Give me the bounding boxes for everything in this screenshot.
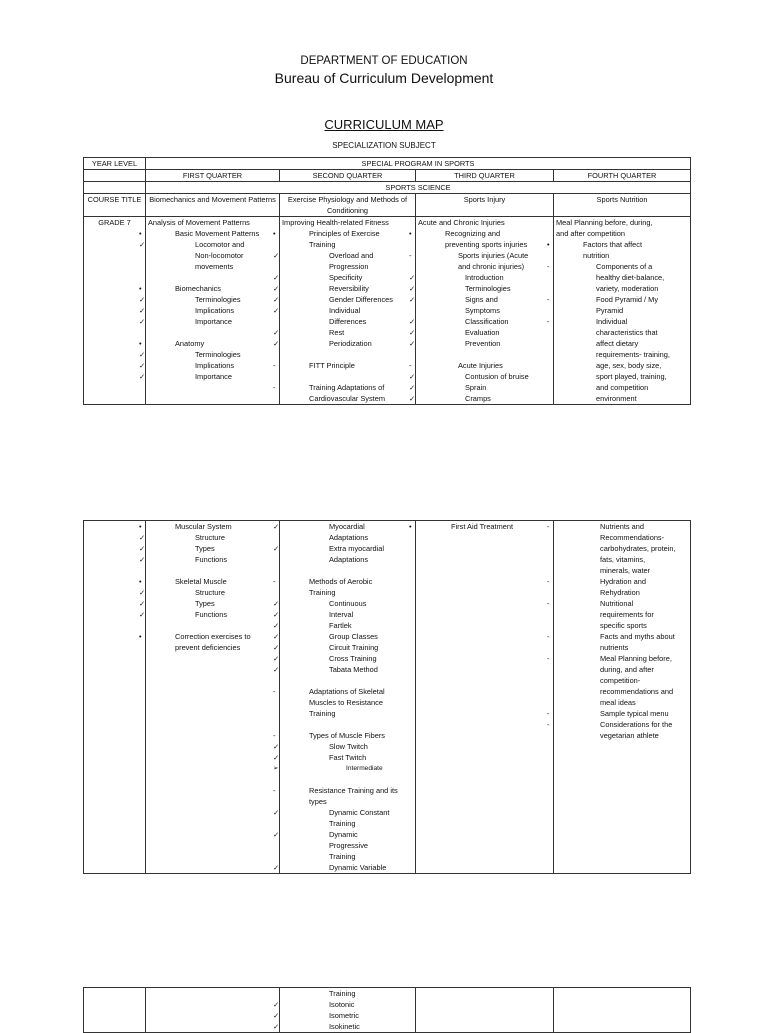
list-item: • Basic Movement Patterns xyxy=(139,229,260,238)
strand-name: SPORTS SCIENCE xyxy=(146,182,691,194)
list-item: ✓ Signs and xyxy=(409,295,498,304)
list-item: ✓ Classification xyxy=(409,317,509,326)
check-icon: ✓ xyxy=(273,1022,280,1031)
dash-icon: - xyxy=(273,786,276,795)
bullet-icon: • xyxy=(139,284,142,293)
list-item: ✓ Rest xyxy=(273,328,345,337)
dash-icon: - xyxy=(547,720,550,729)
grade-row xyxy=(84,217,691,405)
bullet-icon: • xyxy=(139,632,142,641)
bullet-icon: • xyxy=(139,229,142,238)
bullet-icon: • xyxy=(139,522,142,531)
check-icon: ✓ xyxy=(273,830,280,839)
list-item-continuation: nutrition xyxy=(583,251,610,260)
dash-icon: - xyxy=(547,522,550,531)
check-icon: ✓ xyxy=(409,394,416,403)
dash-icon: - xyxy=(547,709,550,718)
dash-icon: - xyxy=(547,654,550,663)
list-item-continuation: Training xyxy=(329,989,356,998)
content-q2 xyxy=(273,521,416,874)
list-item: ➢ Intermediate xyxy=(273,765,383,772)
list-item: ✓ Terminologies xyxy=(139,350,241,359)
list-item-continuation: Training xyxy=(329,852,356,861)
check-icon: ✓ xyxy=(273,621,280,630)
check-icon: ✓ xyxy=(409,273,416,282)
list-item: ✓ Isotonic xyxy=(273,1000,355,1009)
list-item: - Adaptations of Skeletal xyxy=(273,687,385,696)
program-row xyxy=(84,158,691,170)
list-item: ✓ Sprain xyxy=(409,383,487,392)
list-item-continuation: types xyxy=(309,797,327,806)
check-icon: ✓ xyxy=(409,284,416,293)
list-item: ✓ Terminologies xyxy=(139,295,241,304)
q3-title: Acute and Chronic Injuries xyxy=(418,218,505,227)
list-item-continuation: healthy diet-balance, xyxy=(596,273,665,282)
list-item-continuation: Training xyxy=(309,709,336,718)
list-item-continuation: fats, vitamins, xyxy=(600,555,646,564)
curriculum-table-part-3 xyxy=(83,987,691,1033)
empty-cell xyxy=(84,170,146,182)
list-item: ✓ Gender Differences xyxy=(273,295,393,304)
check-icon: ✓ xyxy=(273,522,280,531)
list-item-continuation: Non-locomotor xyxy=(195,251,244,260)
check-icon: ✓ xyxy=(273,306,280,315)
list-item: ✓ Dynamic Constant xyxy=(273,808,390,817)
check-icon: ✓ xyxy=(139,295,146,304)
list-item: ✓ Myocardial xyxy=(273,522,365,531)
list-item-continuation: environment xyxy=(596,394,637,403)
dash-icon: - xyxy=(409,361,412,370)
quarter-3-header: THIRD QUARTER xyxy=(416,170,554,182)
list-item: ✓ Structure xyxy=(139,588,225,597)
list-item-continuation: carbohydrates, protein, xyxy=(600,544,676,553)
list-item-continuation: requirements for xyxy=(600,610,654,619)
list-item: - Facts and myths about xyxy=(547,632,675,641)
content-q4 xyxy=(554,988,691,1033)
department-title: DEPARTMENT OF EDUCATION xyxy=(300,55,468,67)
list-item-continuation: Pyramid xyxy=(596,306,624,315)
check-icon: ✓ xyxy=(139,306,146,315)
list-item-continuation: Recommendations- xyxy=(600,533,665,542)
list-item: ✓ Fartlek xyxy=(273,621,352,630)
list-item: ✓ Overload and xyxy=(273,251,374,260)
check-icon: ✓ xyxy=(139,610,146,619)
list-item: ✓ Evaluation xyxy=(409,328,500,337)
list-item: ✓ Dynamic Variable xyxy=(273,863,387,872)
list-item: ✓ Tabata Method xyxy=(273,665,378,674)
list-item: ✓ Types xyxy=(139,599,215,608)
list-item: • Anatomy xyxy=(139,339,205,348)
check-icon: ✓ xyxy=(273,753,280,762)
continuation-row xyxy=(84,988,691,1033)
check-icon: ✓ xyxy=(273,610,280,619)
content-q3 xyxy=(416,988,554,1033)
bullet-icon: • xyxy=(139,339,142,348)
list-item-continuation: minerals, water xyxy=(600,566,651,575)
list-item: - Resistance Training and its xyxy=(273,786,398,795)
content-q4 xyxy=(547,217,691,405)
check-icon: ✓ xyxy=(139,240,146,249)
quarter-row xyxy=(84,170,691,182)
list-item-continuation: sport played, training, xyxy=(596,372,667,381)
check-icon: ✓ xyxy=(273,742,280,751)
list-item: - Training Adaptations of xyxy=(273,383,385,392)
check-icon: ✓ xyxy=(273,632,280,641)
list-item: ✓ Isokinetic xyxy=(273,1022,360,1031)
list-item: • Skeletal Muscle xyxy=(139,577,227,586)
check-icon: ✓ xyxy=(273,665,280,674)
dash-icon: - xyxy=(273,687,276,696)
curriculum-table-part-1 xyxy=(83,157,691,405)
content-q4 xyxy=(547,521,691,874)
list-item: - Individual xyxy=(547,317,628,326)
content-q1 xyxy=(146,988,280,1033)
list-item: ✓ Specificity xyxy=(273,273,363,282)
check-icon: ✓ xyxy=(139,533,146,542)
check-icon: ✓ xyxy=(139,372,146,381)
list-item-continuation: age, sex, body size, xyxy=(596,361,662,370)
check-icon: ✓ xyxy=(409,339,416,348)
dash-icon: - xyxy=(409,251,412,260)
check-icon: ✓ xyxy=(409,372,416,381)
bullet-icon: • xyxy=(409,522,412,531)
course-title-q3: Sports Injury xyxy=(416,194,554,217)
list-item: ✓ Types xyxy=(139,544,215,553)
course-title-row xyxy=(84,194,691,217)
list-item-continuation: specific sports xyxy=(600,621,647,630)
check-icon: ✓ xyxy=(139,350,146,359)
list-item: ✓ Extra myocardial xyxy=(273,544,385,553)
dash-icon: - xyxy=(547,295,550,304)
dash-icon: - xyxy=(273,731,276,740)
list-item-continuation: Rehydration xyxy=(600,588,640,597)
list-item: ✓ Locomotor and xyxy=(139,240,245,249)
list-item: ✓ Implications xyxy=(139,361,235,370)
list-item-continuation: recommendations and xyxy=(600,687,674,696)
list-item: ✓ Isometric xyxy=(273,1011,359,1020)
course-title-q1: Biomechanics and Movement Patterns xyxy=(146,194,280,217)
list-item: ✓ Importance xyxy=(139,317,232,326)
content-q1 xyxy=(139,521,280,874)
q4-title-line-1: Meal Planning before, during, xyxy=(556,218,653,227)
dash-icon: - xyxy=(547,317,550,326)
list-item-continuation: meal ideas xyxy=(600,698,636,707)
year-level-label: YEAR LEVEL xyxy=(84,158,146,170)
list-item-continuation: and competition xyxy=(596,383,649,392)
bureau-title: Bureau of Curriculum Development xyxy=(274,70,494,86)
list-item: - Acute Injuries xyxy=(409,361,503,370)
curriculum-map-title: CURRICULUM MAP xyxy=(324,117,444,132)
list-item-continuation: Training xyxy=(329,819,356,828)
continuation-row xyxy=(84,521,691,874)
q4-title-line-2: and after competition xyxy=(556,229,626,238)
check-icon: ✓ xyxy=(273,339,280,348)
list-item: • First Aid Treatment xyxy=(409,522,514,531)
check-icon: ✓ xyxy=(273,643,280,652)
list-item-continuation: Training xyxy=(309,240,336,249)
list-item: - Nutritional xyxy=(547,599,634,608)
check-icon: ✓ xyxy=(273,328,280,337)
bullet-icon: • xyxy=(139,577,142,586)
check-icon: ✓ xyxy=(273,273,280,282)
check-icon: ✓ xyxy=(409,317,416,326)
check-icon: ✓ xyxy=(273,599,280,608)
list-item: • Biomechanics xyxy=(139,284,222,293)
list-item: ✓ Structure xyxy=(139,533,225,542)
list-item-continuation: Muscles to Resistance xyxy=(309,698,383,707)
check-icon: ✓ xyxy=(409,383,416,392)
list-item: • Principles of Exercise xyxy=(273,229,380,238)
course-title-q2: Exercise Physiology and Methods of Conditioning xyxy=(280,194,416,217)
list-item-continuation: Progression xyxy=(329,262,369,271)
list-item: - FITT Principle xyxy=(273,361,355,370)
list-item: • Factors that affect xyxy=(547,240,643,249)
list-item: - Food Pyramid / My xyxy=(547,295,659,304)
list-item: - Methods of Aerobic xyxy=(273,577,373,586)
empty-cell xyxy=(84,182,146,194)
content-q2 xyxy=(273,988,416,1033)
grade-label: GRADE 7 xyxy=(84,217,146,405)
list-item: ✓ Terminologies xyxy=(409,284,511,293)
strand-row xyxy=(84,182,691,194)
check-icon: ✓ xyxy=(273,654,280,663)
list-item: ✓ Cramps xyxy=(409,394,491,403)
content-q3 xyxy=(409,217,554,405)
empty-cell xyxy=(84,521,146,874)
list-item-continuation: competition- xyxy=(600,676,641,685)
list-item-continuation: Adaptations xyxy=(329,555,369,564)
list-item: ✓ Group Classes xyxy=(273,632,378,641)
dash-icon: - xyxy=(273,577,276,586)
list-item-continuation: Adaptations xyxy=(329,533,369,542)
check-icon: ✓ xyxy=(273,251,280,260)
list-item: ✓ Functions xyxy=(139,555,228,564)
check-icon: ✓ xyxy=(139,317,146,326)
list-item-continuation: prevent deficiencies xyxy=(175,643,241,652)
list-item-continuation: vegetarian athlete xyxy=(600,731,659,740)
list-item-continuation: movements xyxy=(195,262,234,271)
list-item-continuation: Cardiovascular System xyxy=(309,394,385,403)
quarter-2-header: SECOND QUARTER xyxy=(280,170,416,182)
list-item-continuation: preventing sports injuries xyxy=(445,240,528,249)
check-icon: ✓ xyxy=(273,808,280,817)
list-item: ✓ Circuit Training xyxy=(273,643,379,652)
list-item-continuation: variety, moderation xyxy=(596,284,659,293)
list-item: ✓ Dynamic xyxy=(273,830,358,839)
dash-icon: - xyxy=(547,599,550,608)
content-q1 xyxy=(139,217,280,405)
check-icon: ✓ xyxy=(139,555,146,564)
list-item: ✓ Reversibility xyxy=(273,284,369,293)
quarter-4-header: FOURTH QUARTER xyxy=(554,170,691,182)
list-item: - Considerations for the xyxy=(547,720,673,729)
q2-title: Improving Health-related Fitness xyxy=(282,218,389,227)
list-item: ✓ Slow Twitch xyxy=(273,742,368,751)
check-icon: ✓ xyxy=(139,544,146,553)
list-item-continuation: nutrients xyxy=(600,643,629,652)
list-item-continuation: during, and after xyxy=(600,665,654,674)
check-icon: ✓ xyxy=(273,544,280,553)
check-icon: ✓ xyxy=(273,1011,280,1020)
arrow-bullet-icon: ➢ xyxy=(273,765,279,772)
check-icon: ✓ xyxy=(409,328,416,337)
list-item: ✓ Implications xyxy=(139,306,235,315)
content-q3 xyxy=(409,521,554,874)
curriculum-table-part-2 xyxy=(83,520,691,874)
list-item: - Nutrients and xyxy=(547,522,644,531)
check-icon: ✓ xyxy=(273,295,280,304)
dash-icon: - xyxy=(547,262,550,271)
list-item: ✓ Periodization xyxy=(273,339,372,348)
list-item: ✓ Introduction xyxy=(409,273,504,282)
content-q2 xyxy=(273,217,416,405)
check-icon: ✓ xyxy=(273,1000,280,1009)
empty-cell xyxy=(84,988,146,1033)
bullet-icon: • xyxy=(273,229,276,238)
list-item: ✓ Contusion of bruise xyxy=(409,372,529,381)
dash-icon: - xyxy=(547,632,550,641)
course-title-q4: Sports Nutrition xyxy=(554,194,691,217)
list-item: ✓ Individual xyxy=(273,306,361,315)
list-item: • Muscular System xyxy=(139,522,232,531)
list-item-continuation: and chronic injuries) xyxy=(458,262,525,271)
list-item-continuation: affect dietary xyxy=(596,339,639,348)
list-item: - Hydration and xyxy=(547,577,647,586)
dash-icon: - xyxy=(273,361,276,370)
list-item: ✓ Importance xyxy=(139,372,232,381)
check-icon: ✓ xyxy=(139,588,146,597)
list-item-continuation: characteristics that xyxy=(596,328,658,337)
list-item-continuation: requirements- training, xyxy=(596,350,670,359)
list-item: ✓ Prevention xyxy=(409,339,501,348)
subject-subtitle: SPECIALIZATION SUBJECT xyxy=(332,141,436,150)
list-item-continuation: Training xyxy=(309,588,336,597)
list-item: ✓ Fast Twitch xyxy=(273,753,367,762)
list-item: ✓ Interval xyxy=(273,610,354,619)
course-title-label: COURSE TITLE xyxy=(84,194,146,217)
list-item: • Recognizing and xyxy=(409,229,501,238)
quarter-1-header: FIRST QUARTER xyxy=(146,170,280,182)
list-item: ✓ Continuous xyxy=(273,599,367,608)
list-item: ✓ Cross Training xyxy=(273,654,377,663)
program-name: SPECIAL PROGRAM IN SPORTS xyxy=(146,158,691,170)
dash-icon: - xyxy=(547,577,550,586)
check-icon: ✓ xyxy=(273,284,280,293)
q1-title: Analysis of Movement Patterns xyxy=(148,218,250,227)
bullet-icon: • xyxy=(547,240,550,249)
list-item-continuation: Progressive xyxy=(329,841,369,850)
list-item: - Meal Planning before, xyxy=(547,654,672,663)
check-icon: ✓ xyxy=(409,295,416,304)
list-item: - Components of a xyxy=(547,262,653,271)
check-icon: ✓ xyxy=(139,361,146,370)
list-item: - Sports injuries (Acute xyxy=(409,251,529,260)
list-item-continuation: Symptoms xyxy=(465,306,500,315)
list-item-continuation: Differences xyxy=(329,317,367,326)
list-item: - Sample typical menu xyxy=(547,709,669,718)
list-item: ✓ Functions xyxy=(139,610,228,619)
list-item: - Types of Muscle Fibers xyxy=(273,731,385,740)
check-icon: ✓ xyxy=(139,599,146,608)
check-icon: ✓ xyxy=(273,863,280,872)
list-item: • Correction exercises to xyxy=(139,632,251,641)
bullet-icon: • xyxy=(409,229,412,238)
dash-icon: - xyxy=(273,383,276,392)
